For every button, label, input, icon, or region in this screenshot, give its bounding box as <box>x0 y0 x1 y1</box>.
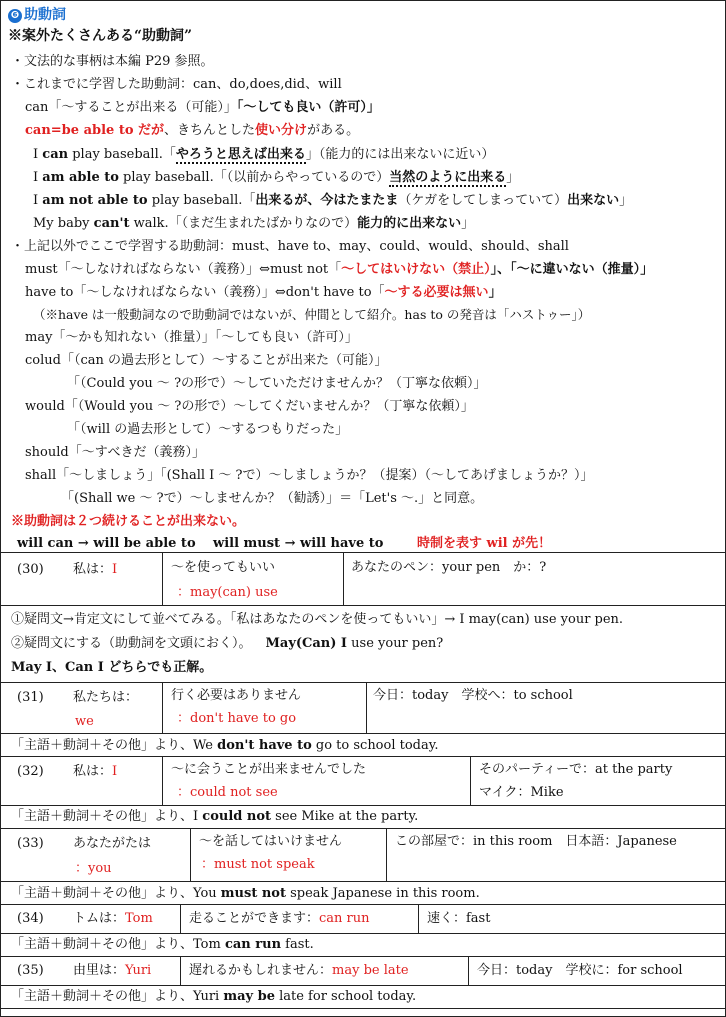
subject-label <box>73 962 151 980</box>
verb-answer: ：may(can) use <box>177 585 278 600</box>
note-line: 「（Could you ～ ?の形で）～していただけませんか？（丁寧な依頼）」 <box>67 376 487 391</box>
answer-text: late for school today. <box>274 989 417 1004</box>
ex-text: play baseball.「 <box>68 147 176 162</box>
ex-emphasis: 当然のように出来る <box>389 170 507 185</box>
verb-label <box>189 962 409 980</box>
ex-text: 」（能力的には出来ないに近い） <box>305 147 495 162</box>
verb-answer: may be late <box>332 963 409 978</box>
step-bold: May(Can) I <box>265 636 348 651</box>
note-line: （※have は一般動詞なので助動詞ではないが、仲間として紹介。has to の発音は「ハストゥー」） <box>33 307 591 322</box>
ex-emphasis: やろうと思えば出来る <box>175 147 306 162</box>
subject-answer: Tom <box>125 911 153 926</box>
notes-section <box>1 1 726 553</box>
section-number-icon: ❻ <box>8 9 22 23</box>
verb-label: ～を使ってもいい <box>171 560 276 575</box>
subject-label <box>73 561 117 579</box>
note-text: がある。 <box>307 123 360 138</box>
note-line: ・文法的な事柄は本編 P29 参照。 <box>11 54 214 69</box>
answer-note: May I、Can I どちらでも正解。 <box>11 660 213 675</box>
verb-answer: can run <box>319 911 370 926</box>
hint: あなたのペン：your pen か：? <box>351 560 547 575</box>
answer-text: go to school today. <box>311 738 439 753</box>
note-line <box>25 99 380 117</box>
hint: マイク：Mike <box>479 785 564 800</box>
subject-answer: ：you <box>75 861 112 876</box>
verb-label <box>189 910 370 928</box>
question-number: (31) <box>17 690 44 705</box>
subject-answer: I <box>112 562 118 577</box>
ex-text: （ケガをしてしまっていて） <box>398 193 568 208</box>
ex-text: 」 <box>506 170 520 185</box>
answer-text: 「主語＋動詞＋その他」より、Yuri <box>11 989 224 1004</box>
verb-text: 遅れるかもしれません： <box>189 963 333 978</box>
answer-bold: may be <box>223 989 275 1004</box>
note-line <box>25 261 653 279</box>
step-1: ①疑問文→肯定文にして並べてみる。「私はあなたのペンを使ってもいい」→ I may(can) use your pen. <box>11 612 624 627</box>
note-line <box>25 284 502 302</box>
note-line: 「（will の過去形として）～するつもりだった」 <box>67 422 349 437</box>
step-2 <box>11 635 443 653</box>
ex-bold: am able to <box>42 170 119 185</box>
subject-text: トムは： <box>73 911 126 926</box>
verb-label: ～に会うことが出来ませんでした <box>171 762 367 777</box>
exercise-35 <box>1 957 726 1009</box>
step-text: use your pen? <box>347 636 444 651</box>
ex-text: play baseball.「 <box>147 193 256 208</box>
question-number: (35) <box>17 963 44 978</box>
note-red: can=be able to だが <box>25 123 165 138</box>
divider <box>1 733 726 734</box>
ex-bold: 出来ない <box>567 193 620 208</box>
answer-bold: don't have to <box>217 738 312 753</box>
divider <box>1 933 726 934</box>
subject-text: 私は： <box>73 764 113 779</box>
exercise-31 <box>1 683 726 757</box>
verb-answer: ：must not speak <box>201 857 315 872</box>
rule-warning: ※助動詞は２つ続けることが出来ない。 <box>11 514 246 529</box>
verb-answer: ：don't have to go <box>177 711 297 726</box>
ex-bold: am not able to <box>42 193 148 208</box>
subject-text: 私は： <box>73 562 113 577</box>
section-title: 助動詞 <box>24 7 66 23</box>
answer-text: 「主語＋動詞＋その他」より、You <box>11 886 221 901</box>
ex-text: I <box>33 147 43 162</box>
answer <box>11 737 439 755</box>
verb-label: ～を話してはいけません <box>199 834 343 849</box>
answer-text: 「主語＋動詞＋その他」より、I <box>11 809 203 824</box>
question-number: (33) <box>17 836 44 851</box>
note-bold: ～に違いない（推量） <box>516 262 641 277</box>
ex-text: walk.「（まだ生まれたばかりなので） <box>129 216 358 231</box>
verb-text: 走ることができます： <box>189 911 320 926</box>
subject-answer: Yuri <box>125 963 152 978</box>
answer-text: speak Japanese in this room. <box>285 886 480 901</box>
exercise-33 <box>1 829 726 905</box>
answer <box>11 988 416 1006</box>
hint: 速く：fast <box>427 911 491 926</box>
answer-text: fast. <box>281 937 314 952</box>
exercise-30 <box>1 553 726 683</box>
note-line: ・上記以外でここで学習する助動詞：must、have to、may、could、would、should、shall <box>11 239 569 254</box>
subject-label <box>73 763 117 781</box>
question-number: (32) <box>17 764 44 779</box>
note-bold: 「～しても良い（許可）」 <box>236 100 380 115</box>
answer-bold: must not <box>220 886 286 901</box>
hint: そのパーティーで：at the party <box>479 762 673 777</box>
note-line: colud「（can の過去形として）～することが出来た（可能）」 <box>25 353 388 368</box>
note-line: shall「～しましょう」「(Shall I ～ ?で）～しましょうか？（提案）（～してあげましょうか？）」 <box>25 468 594 483</box>
note-line: may「～かも知れない（推量）」「～しても良い（許可）」 <box>25 330 358 345</box>
ex-text: 」 <box>619 193 633 208</box>
question-number: (34) <box>17 911 44 926</box>
divider <box>1 805 726 806</box>
divider <box>1 881 726 882</box>
subject-text: 由里は： <box>73 963 126 978</box>
divider <box>1 985 726 986</box>
example-line <box>33 215 474 233</box>
answer-text: 「主語＋動詞＋その他」より、Tom <box>11 937 225 952</box>
exercise-34 <box>1 905 726 957</box>
answer-text: see Mike at the party. <box>271 809 419 824</box>
hint: この部屋で：in this room 日本語：Japanese <box>395 834 677 849</box>
ex-bold: can't <box>93 216 130 231</box>
section-heading <box>8 6 66 24</box>
note-text: can「～することが出来る（可能）」 <box>25 100 237 115</box>
note-red: 使い分け <box>255 123 308 138</box>
note-red: ～してはいけない（禁止） <box>341 262 491 277</box>
ex-bold: 出来るが、今はたまたま <box>255 193 399 208</box>
question-number: (30) <box>17 562 44 577</box>
note-red: ～する必要は無い <box>384 285 489 300</box>
ex-text: I <box>33 193 43 208</box>
note-text: must「～しなければならない（義務）」⇔must not「 <box>25 262 342 277</box>
subject-label: 私たちは： <box>73 690 139 705</box>
ex-text: My baby <box>33 216 94 231</box>
note-line: should「～すべきだ（義務）」 <box>25 445 205 460</box>
subject-answer: we <box>75 714 94 729</box>
example-line <box>33 169 519 187</box>
answer-bold: can run <box>224 937 282 952</box>
note-bold: 」、「 <box>490 262 517 277</box>
subject-label <box>73 910 153 928</box>
verb-answer: ：could not see <box>177 785 278 800</box>
note-line: ・これまでに学習した助動詞：can、do,does,did、will <box>11 77 342 92</box>
answer-bold: could not <box>202 809 272 824</box>
note-line: would「（Would you ～ ?の形で）～してくだいませんか？（丁寧な依頼）」 <box>25 399 474 414</box>
example-line <box>33 192 632 210</box>
rule-example: will can → will be able to <box>17 536 196 551</box>
answer <box>11 808 418 826</box>
step-text: ②疑問文にする（助動詞を文頭におく）。 <box>11 636 252 651</box>
note-line: 「(Shall we ～ ?で）～しませんか？（勧誘）」＝「Let's ～.」と同意。 <box>61 491 484 506</box>
ex-text: play baseball.「（以前からやっているので） <box>118 170 390 185</box>
ex-bold: 能力的に出来ない <box>357 216 462 231</box>
hint: 今日：today 学校へ：to school <box>373 688 573 703</box>
note-text: 、きちんとした <box>164 123 256 138</box>
subject-label: あなたがたは <box>73 836 152 851</box>
rule-example-note: 時制を表す wil が先！ <box>417 536 552 551</box>
note-text: have to「～しなければならない（義務）」⇔don't have to「 <box>25 285 385 300</box>
subtitle: ※案外たくさんある“助動詞” <box>8 28 193 44</box>
note-bold: 」 <box>488 285 502 300</box>
exercise-32 <box>1 757 726 829</box>
example-line <box>33 146 494 164</box>
ex-bold: can <box>42 147 69 162</box>
note-bold: 」 <box>640 262 654 277</box>
note-line <box>25 122 359 140</box>
hint: 今日：today 学校に：for school <box>477 963 683 978</box>
answer <box>11 936 314 954</box>
ex-text: I <box>33 170 43 185</box>
divider <box>1 605 726 606</box>
subject-answer: I <box>112 764 118 779</box>
answer <box>11 885 480 903</box>
rule-example: will must → will have to <box>213 536 384 551</box>
verb-label: 行く必要はありません <box>171 688 302 703</box>
ex-text: 」 <box>461 216 475 231</box>
answer-text: 「主語＋動詞＋その他」より、We <box>11 738 218 753</box>
